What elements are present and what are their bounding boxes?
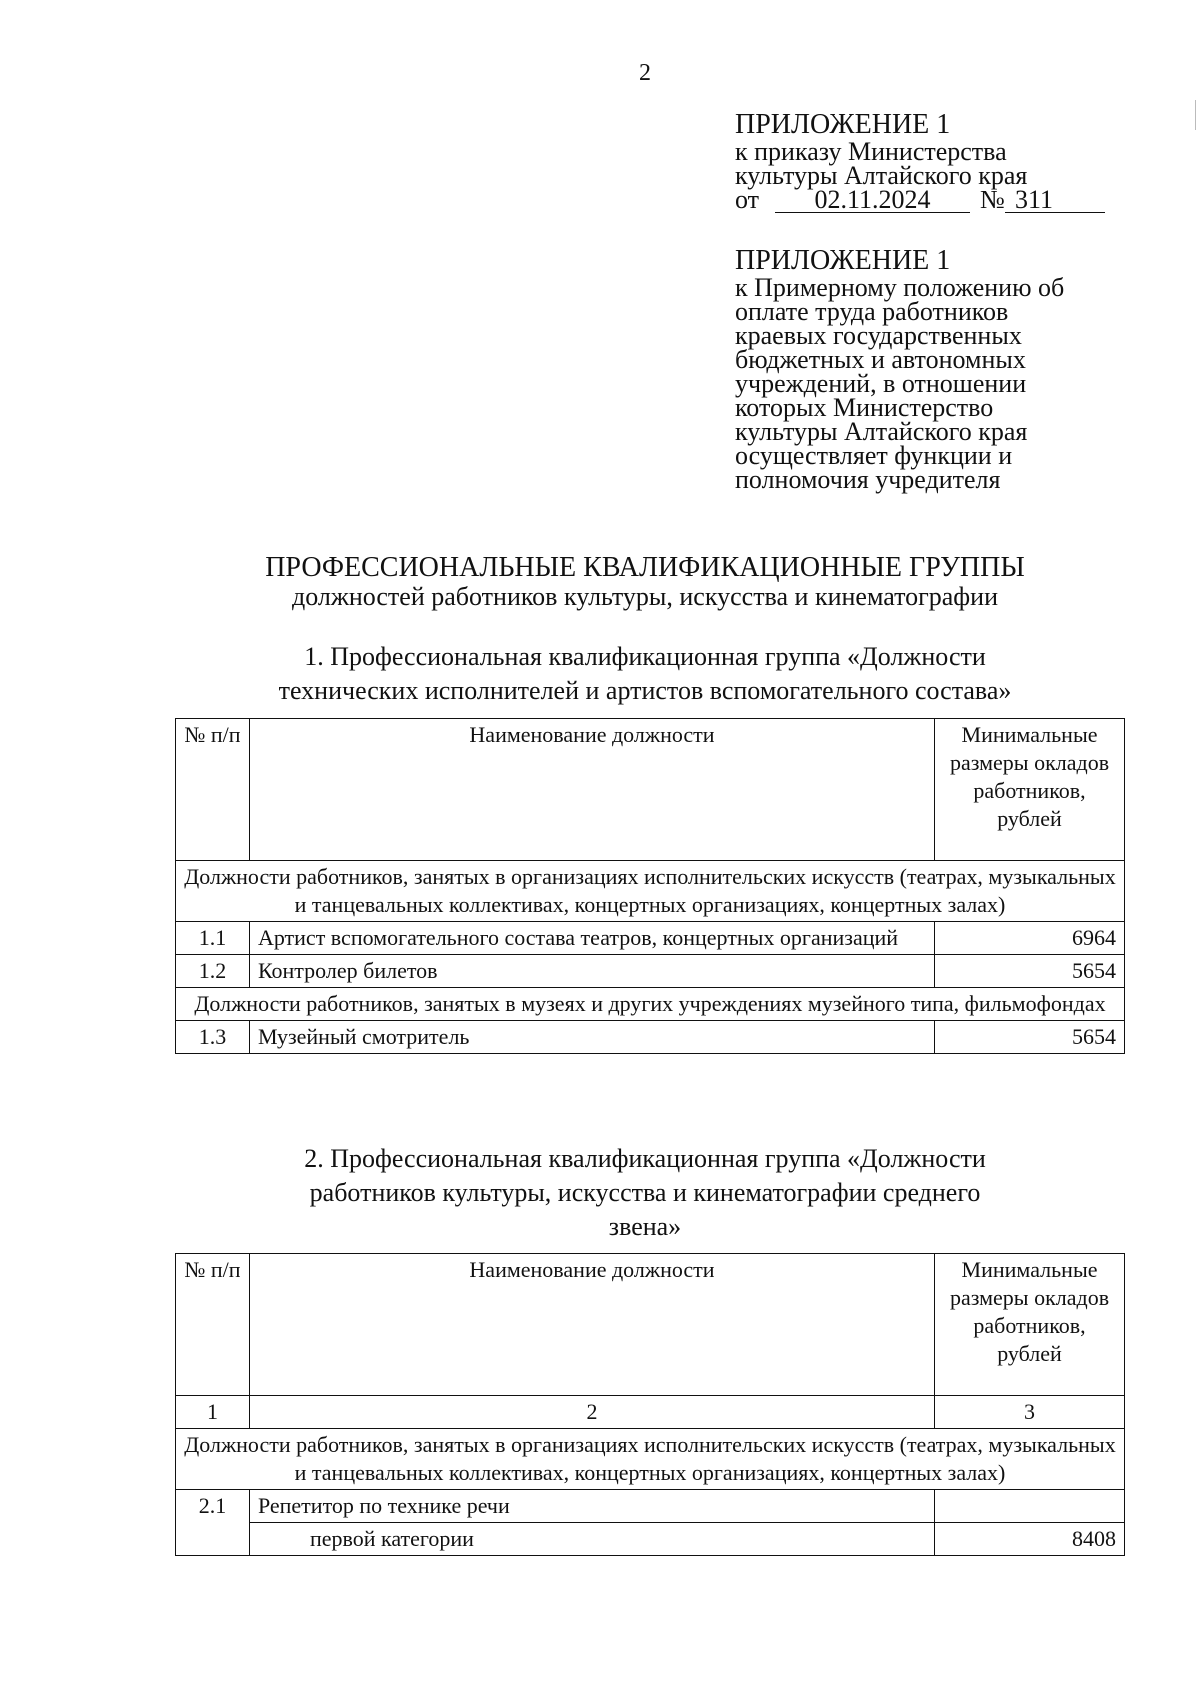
approval-line: краевых государственных <box>735 321 1022 350</box>
table-header-row <box>176 719 1125 861</box>
row-subcategory-name: первой категории <box>249 1523 934 1556</box>
approval-line: учреждений, в отношении <box>735 369 1027 398</box>
section-2-heading <box>240 1142 1050 1244</box>
section-1-table <box>175 718 1125 1054</box>
approval-line: культуры Алтайского края <box>735 161 1028 190</box>
approval-block-order <box>735 109 1054 214</box>
section-heading-line: 1. Профессиональная квалификационная группа «Должности <box>304 642 986 671</box>
order-date-number <box>735 185 1054 214</box>
table-header-row <box>176 1254 1125 1396</box>
approval-line: к Примерному положению об <box>735 273 1065 302</box>
group-row <box>176 861 1125 922</box>
order-number: 311 <box>1005 188 1105 213</box>
number-label: № <box>980 185 1005 214</box>
row-num: 1.3 <box>176 1021 250 1054</box>
row-name: Контролер билетов <box>249 955 934 988</box>
row-salary: 8408 <box>935 1523 1125 1556</box>
approval-line: осуществляет функции и <box>735 441 1013 470</box>
group-title: Должности работников, занятых в организациях исполнительских искусств (театрах, музыкальных и танцевальных коллективах, концертных организациях, концертных залах) <box>176 1429 1125 1490</box>
group-title: Должности работников, занятых в организациях исполнительских искусств (театрах, музыкальных и танцевальных коллективах, концертных организациях, концертных залах) <box>176 861 1125 922</box>
approval-line: полномочия учредителя <box>735 465 1001 494</box>
section-heading-line: 2. Профессиональная квалификационная группа «Должности <box>304 1144 986 1173</box>
approval-heading: ПРИЛОЖЕНИЕ 1 <box>735 245 951 276</box>
document-subtitle: должностей работников культуры, искусства и кинематографии <box>292 582 998 611</box>
header-num: № п/п <box>176 719 250 861</box>
from-label: от <box>735 185 760 214</box>
approval-heading: ПРИЛОЖЕНИЕ 1 <box>735 109 951 140</box>
row-salary <box>935 1490 1125 1523</box>
column-index: 1 <box>176 1396 250 1429</box>
row-num: 1.2 <box>176 955 250 988</box>
row-num: 1.1 <box>176 922 250 955</box>
table-row <box>176 922 1125 955</box>
section-1-heading <box>240 640 1050 708</box>
header-salary: Минимальные размеры окладов работников, рублей <box>935 719 1125 861</box>
approval-line: культуры Алтайского края <box>735 417 1028 446</box>
row-salary: 6964 <box>935 922 1125 955</box>
approval-block-regulation <box>735 246 1064 492</box>
scan-edge-mark <box>1195 100 1196 130</box>
page-number: 2 <box>639 60 651 86</box>
header-salary: Минимальные размеры окладов работников, рублей <box>935 1254 1125 1396</box>
header-num: № п/п <box>176 1254 250 1396</box>
section-heading-line: технических исполнителей и артистов вспомогательного состава» <box>278 676 1012 705</box>
table-row <box>176 1490 1125 1523</box>
document-title: ПРОФЕССИОНАЛЬНЫЕ КВАЛИФИКАЦИОННЫЕ ГРУППЫ <box>265 552 1025 583</box>
column-index: 2 <box>249 1396 934 1429</box>
table-row <box>176 1021 1125 1054</box>
approval-line: оплате труда работников <box>735 297 1009 326</box>
section-2-table <box>175 1253 1125 1556</box>
approval-line: которых Министерство <box>735 393 994 422</box>
group-row <box>176 988 1125 1021</box>
section-heading-line: работников культуры, искусства и кинематографии среднего <box>309 1178 981 1207</box>
approval-line: бюджетных и автономных <box>735 345 1026 374</box>
row-name: Артист вспомогательного состава театров, концертных организаций <box>249 922 934 955</box>
group-row <box>176 1429 1125 1490</box>
approval-line: к приказу Министерства <box>735 137 1007 166</box>
section-heading-line: звена» <box>608 1212 682 1241</box>
header-name: Наименование должности <box>249 719 934 861</box>
row-name: Репетитор по технике речи <box>249 1490 934 1523</box>
table-row <box>176 955 1125 988</box>
order-date: 02.11.2024 <box>775 188 970 213</box>
header-name: Наименование должности <box>249 1254 934 1396</box>
column-index: 3 <box>935 1396 1125 1429</box>
row-salary: 5654 <box>935 955 1125 988</box>
row-salary: 5654 <box>935 1021 1125 1054</box>
table-row <box>176 1523 1125 1556</box>
group-title: Должности работников, занятых в музеях и других учреждениях музейного типа, фильмофондах <box>176 988 1125 1021</box>
row-num: 2.1 <box>176 1490 250 1556</box>
column-index-row <box>176 1396 1125 1429</box>
row-name: Музейный смотритель <box>249 1021 934 1054</box>
